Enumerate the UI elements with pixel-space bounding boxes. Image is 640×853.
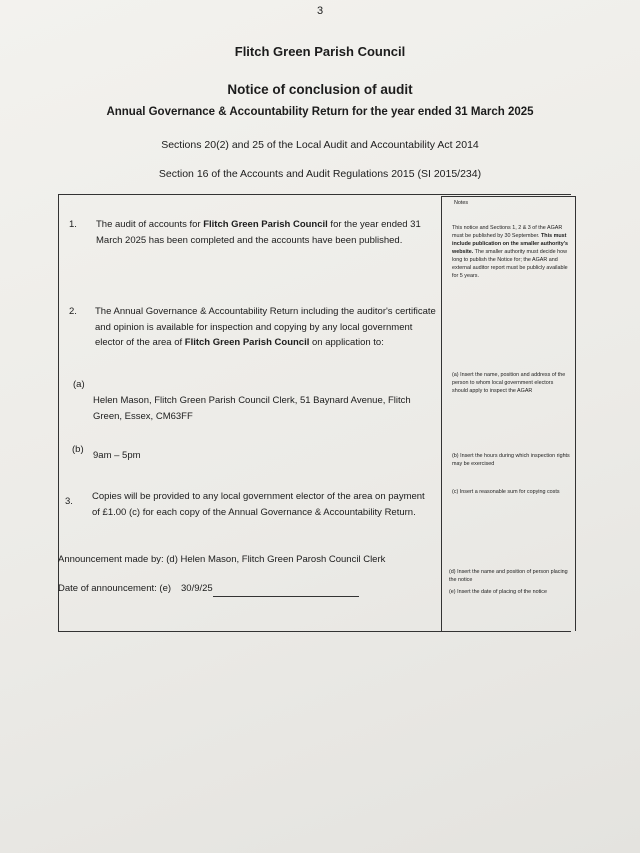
item-2-text-end: on application to: bbox=[309, 337, 384, 348]
return-title: Annual Governance & Accountability Return for the year ended 31 March 2025 bbox=[106, 106, 534, 118]
item-2-text bbox=[95, 304, 438, 351]
item-b-text: 9am – 5pm bbox=[93, 450, 141, 461]
item-1-number: 1. bbox=[69, 219, 77, 230]
note-a: (a) Insert the name, position and address of the person to whom local government electors should apply to inspect the AGAR bbox=[452, 372, 566, 394]
date-underline bbox=[213, 586, 359, 597]
council-name: Flitch Green Parish Council bbox=[234, 44, 406, 59]
note-1-bold: This must include publication on the smaller authority's website. bbox=[452, 233, 568, 255]
note-d: (d) Insert the name and position of person placing the notice bbox=[449, 569, 568, 583]
item-1-text-end: for the year ended 31 March 2025 has been completed and the accounts have been published. bbox=[96, 219, 421, 246]
date-value: 30/9/25 bbox=[181, 583, 213, 594]
note-c: (c) Insert a reasonable sum for copying costs bbox=[452, 489, 560, 495]
item-1-text bbox=[96, 217, 436, 248]
item-1-text-start: The audit of accounts for bbox=[96, 219, 204, 230]
item-a-text: Helen Mason, Flitch Green Parish Council Clerk, 51 Baynard Avenue, Flitch Green, Essex, CM63FF bbox=[93, 395, 411, 422]
date-label: Date of announcement: (e) bbox=[58, 583, 172, 594]
note-1-text: This notice and Sections 1, 2 & 3 of the AGAR must be published by 30 September. bbox=[452, 225, 563, 239]
item-3-text: Copies will be provided to any local government elector of the area on payment of £1.00 (c) for each copy of the Annual Governance & Accountability Return. bbox=[92, 491, 425, 518]
notice-title: Notice of conclusion of audit bbox=[227, 82, 413, 97]
note-e: (e) Insert the date of placing of the notice bbox=[449, 589, 547, 595]
item-b-label: (b) bbox=[72, 444, 84, 455]
note-b: (b) Insert the hours during which inspection rights may be exercised bbox=[452, 453, 570, 467]
note-1 bbox=[452, 224, 572, 280]
item-1-council: Flitch Green Parish Council bbox=[203, 219, 328, 230]
item-a-label: (a) bbox=[73, 379, 85, 390]
notes-heading: Notes bbox=[454, 200, 469, 206]
sections-line: Sections 20(2) and 25 of the Local Audit and Accountability Act 2014 bbox=[161, 139, 479, 151]
announcement: Announcement made by: (d) Helen Mason, Flitch Green Parosh Council Clerk bbox=[58, 554, 386, 565]
note-1-text-end: The smaller authority must decide how long to publish the Notice for; the AGAR and external auditor report must be publicly available for 5 years. bbox=[452, 249, 568, 279]
regulation-line: Section 16 of the Accounts and Audit Regulations 2015 (SI 2015/234) bbox=[158, 168, 482, 180]
item-2-number: 2. bbox=[69, 306, 77, 317]
item-2-council: Flitch Green Parish Council bbox=[184, 337, 310, 348]
page-number: 3 bbox=[316, 5, 324, 17]
item-2-text-start: The Annual Governance & Accountability Return including the auditor's certificate and opinion is available for inspection and copying by any local government elector of the area of bbox=[95, 306, 436, 348]
item-3-number: 3. bbox=[65, 496, 73, 507]
date-of-announcement bbox=[58, 581, 438, 597]
